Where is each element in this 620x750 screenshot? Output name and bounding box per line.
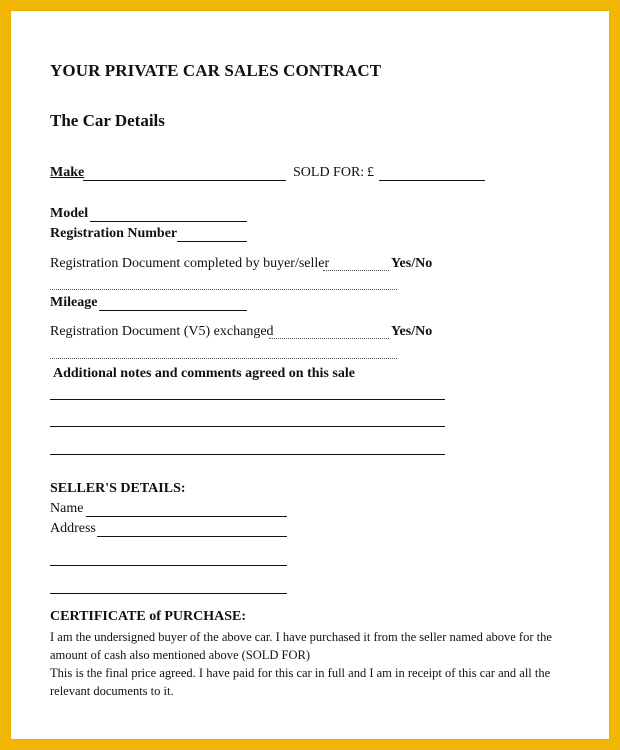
yes-no-option-2[interactable]: Yes/No: [391, 324, 433, 339]
reg-doc-v5-dots: [269, 338, 389, 339]
dotted-line: [50, 289, 397, 290]
make-label: Make: [50, 165, 85, 180]
notes-line-3[interactable]: [50, 454, 445, 455]
name-field[interactable]: [86, 516, 287, 517]
notes-line-1[interactable]: [50, 399, 445, 400]
mileage-label: Mileage: [50, 295, 98, 310]
sold-for-label: SOLD FOR:: [293, 165, 365, 180]
registration-number-label: Registration Number: [50, 226, 178, 241]
certificate-text-2: This is the final price agreed. I have paid for this car in full and I am in receipt of this car and all the relevant documents to it.: [50, 666, 551, 698]
notes-line-2[interactable]: [50, 426, 445, 427]
registration-number-field[interactable]: [177, 241, 247, 242]
address-field-1[interactable]: [97, 536, 287, 537]
model-field[interactable]: [90, 221, 247, 222]
reg-doc-v5-label: Registration Document (V5) exchanged: [50, 324, 274, 339]
certificate-text-1: I am the undersigned buyer of the above car. I have purchased it from the seller named above for the amount of cash also mentioned above (SOLD FOR): [50, 630, 552, 662]
yes-no-option-1[interactable]: Yes/No: [391, 256, 433, 271]
reg-doc-completed-label: Registration Document completed by buyer/seller: [50, 256, 330, 271]
notes-heading: Additional notes and comments agreed on this sale: [53, 366, 355, 381]
certificate-heading: CERTIFICATE of PURCHASE:: [50, 609, 247, 624]
sold-for-field[interactable]: [379, 180, 485, 181]
address-field-3[interactable]: [50, 593, 287, 594]
address-field-2[interactable]: [50, 565, 287, 566]
address-label: Address: [50, 521, 96, 536]
model-label: Model: [50, 206, 89, 221]
car-details-heading: The Car Details: [50, 111, 165, 130]
dotted-line: [50, 358, 397, 359]
reg-doc-completed-dots: [323, 270, 389, 271]
seller-heading: SELLER'S DETAILS:: [50, 481, 186, 496]
contract-page: [10, 10, 610, 740]
currency-symbol: £: [367, 165, 374, 180]
name-label: Name: [50, 501, 84, 516]
document-title: YOUR PRIVATE CAR SALES CONTRACT: [50, 61, 382, 80]
mileage-field[interactable]: [99, 310, 247, 311]
make-field[interactable]: [83, 180, 286, 181]
